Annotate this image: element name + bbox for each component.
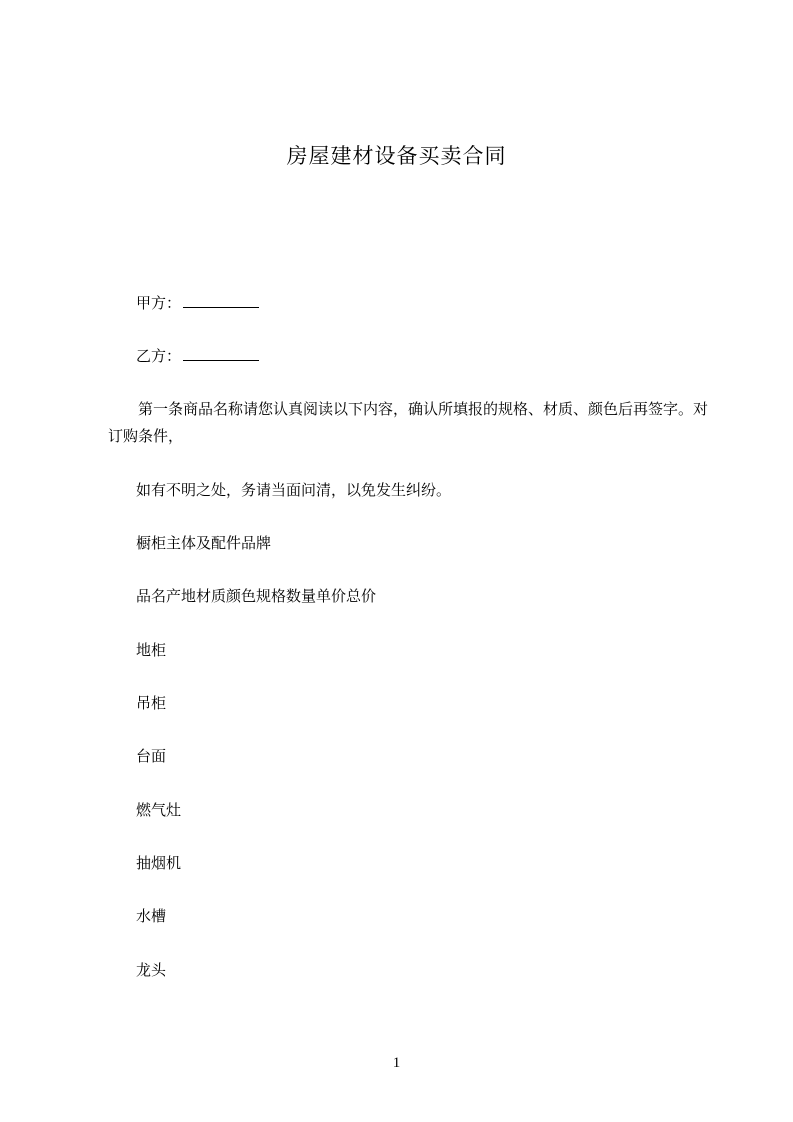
page-number: 1 (392, 1055, 401, 1071)
item-line: 水槽 (136, 907, 167, 925)
party-a-blank (183, 293, 259, 308)
party-b-label: 乙方： (136, 347, 182, 365)
columns-line: 品名产地材质颜色规格数量单价总价 (136, 587, 377, 605)
item-line: 龙头 (136, 961, 167, 979)
party-b-line (136, 345, 259, 366)
item-line: 吊柜 (136, 694, 167, 712)
article-1-paragraph: 第一条商品名称请您认真阅读以下内容，确认所填报的规格、材质、颜色后再签字。对订购条件， (108, 400, 709, 445)
section-heading: 橱柜主体及配件品牌 (136, 534, 272, 552)
item-line: 燃气灶 (136, 801, 182, 819)
document-title: 房屋建材设备买卖合同 (286, 144, 507, 168)
party-a-label: 甲方： (136, 294, 182, 312)
item-line: 抽烟机 (136, 854, 182, 872)
item-line: 台面 (136, 747, 167, 765)
party-a-line (136, 292, 259, 313)
item-line: 地柜 (136, 641, 167, 659)
party-b-blank (183, 346, 259, 361)
note-line: 如有不明之处，务请当面问清，以免发生纠纷。 (136, 481, 452, 499)
